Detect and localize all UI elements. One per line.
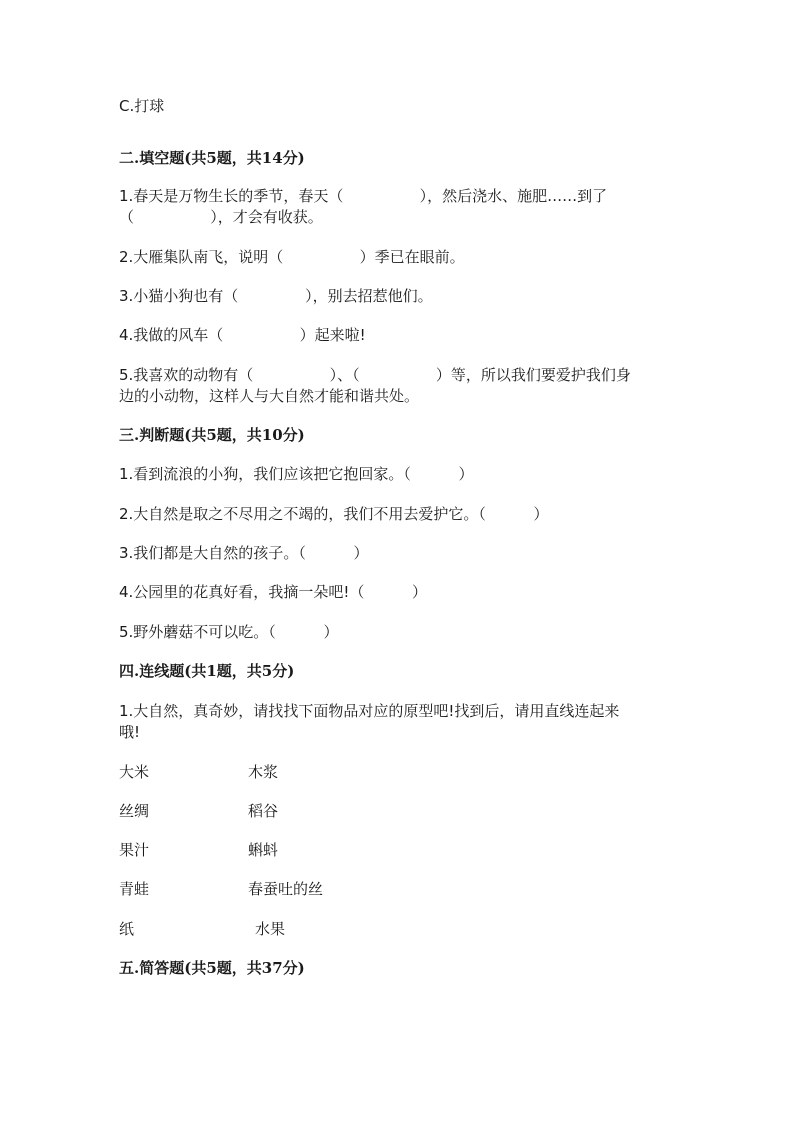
- option-c: C.打球: [119, 97, 165, 115]
- fill-question-3: 3.小猫小狗也有（ ），别去招惹他们。: [119, 287, 433, 305]
- match-right-item: 水果: [255, 920, 286, 938]
- fill-question-1-line-1: 1.春天是万物生长的季节，春天（ ），然后浇水、施肥……到了: [119, 187, 608, 205]
- match-right-item: 春蚕吐的丝: [248, 880, 324, 898]
- match-left-item: 果汁: [119, 841, 150, 859]
- judge-question-2: 2.大自然是取之不尽用之不竭的，我们不用去爱护它。（ ）: [119, 505, 549, 523]
- match-left-item: 丝绸: [119, 802, 150, 820]
- section-4-title: 四.连线题(共1题，共5分): [119, 662, 295, 680]
- section-3-title: 三.判断题(共5题，共10分): [119, 426, 305, 444]
- judge-question-5: 5.野外蘑菇不可以吃。（ ）: [119, 623, 339, 641]
- section-2-title: 二.填空题(共5题，共14分): [119, 149, 305, 167]
- match-question-1-line-2: 哦!: [119, 723, 141, 741]
- match-right-item: 稻谷: [248, 802, 279, 820]
- fill-question-2: 2.大雁集队南飞，说明（ ）季已在眼前。: [119, 248, 465, 266]
- fill-question-5-line-2: 边的小动物，这样人与大自然才能和谐共处。: [119, 387, 420, 405]
- section-5-title: 五.简答题(共5题，共37分): [119, 959, 305, 977]
- fill-question-5-line-1: 5.我喜欢的动物有（ ）、（ ）等，所以我们要爱护我们身: [119, 366, 631, 384]
- match-question-1-line-1: 1.大自然，真奇妙，请找找下面物品对应的原型吧!找到后，请用直线连起来: [119, 702, 620, 720]
- judge-question-4: 4.公园里的花真好看，我摘一朵吧!（ ）: [119, 583, 428, 601]
- match-left-item: 大米: [119, 763, 150, 781]
- match-left-item: 纸: [119, 920, 135, 938]
- match-left-item: 青蛙: [119, 880, 150, 898]
- match-right-item: 蝌蚪: [248, 841, 279, 859]
- judge-question-3: 3.我们都是大自然的孩子。（ ）: [119, 544, 369, 562]
- judge-question-1: 1.看到流浪的小狗，我们应该把它抱回家。（ ）: [119, 465, 474, 483]
- fill-question-1-line-2: （ ），才会有收获。: [119, 208, 323, 226]
- match-right-item: 木浆: [248, 763, 279, 781]
- fill-question-4: 4.我做的风车（ ）起来啦!: [119, 326, 366, 344]
